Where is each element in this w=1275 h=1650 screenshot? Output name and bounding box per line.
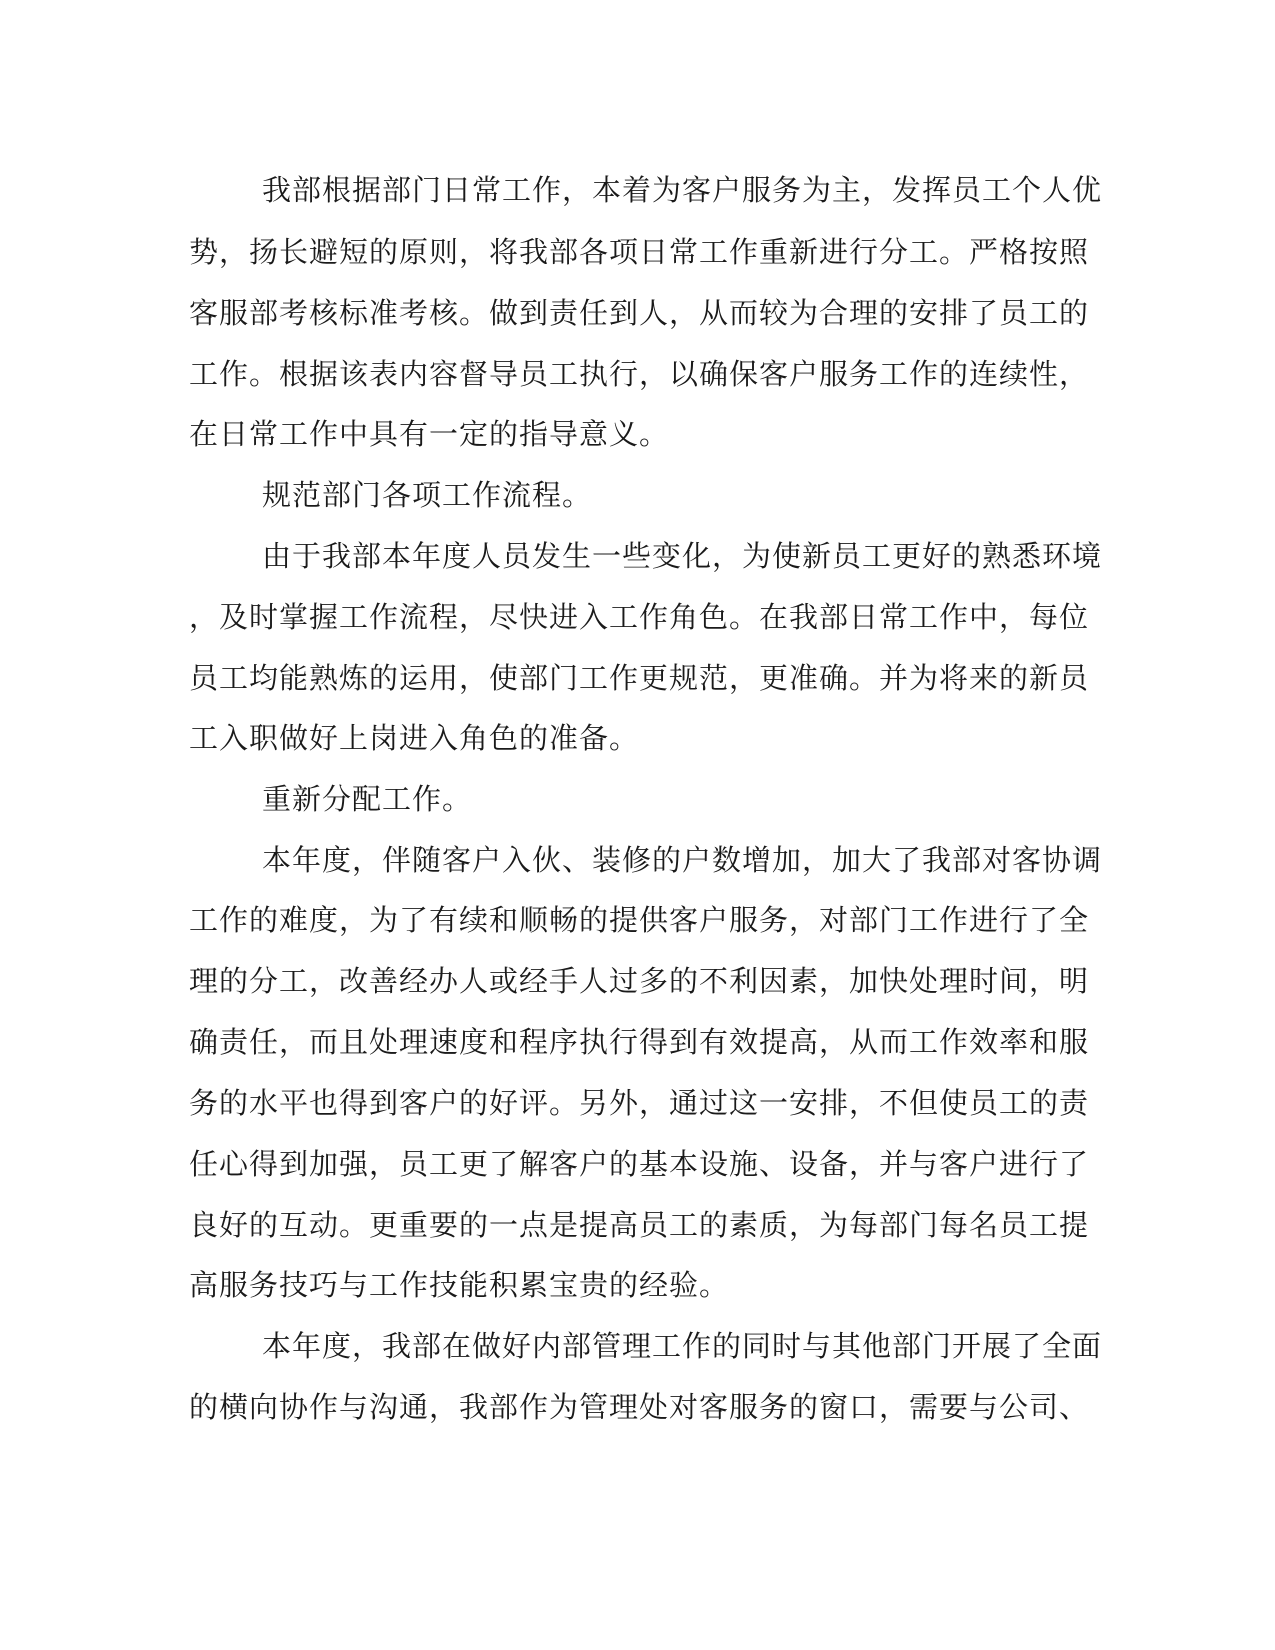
text-line: 工作。根据该表内容督导员工执行，以确保客户服务工作的连续性， xyxy=(189,357,1090,391)
text-line: 理的分工，改善经办人或经手人过多的不利因素，加快处理时间，明 xyxy=(189,964,1090,998)
section-heading: 规范部门各项工作流程。 xyxy=(262,478,593,512)
text-line: 工入职做好上岗进入角色的准备。 xyxy=(189,721,640,755)
text-line: 员工均能熟炼的运用，使部门工作更规范，更准确。并为将来的新员 xyxy=(189,661,1090,695)
text-line: 工作的难度，为了有续和顺畅的提供客户服务，对部门工作进行了全 xyxy=(189,903,1090,937)
text-line: 的横向协作与沟通，我部作为管理处对客服务的窗口，需要与公司、 xyxy=(189,1390,1090,1424)
text-line: 良好的互动。更重要的一点是提高员工的素质，为每部门每名员工提 xyxy=(189,1208,1090,1242)
text-line: 在日常工作中具有一定的指导意义。 xyxy=(189,417,670,451)
text-line: 客服部考核标准考核。做到责任到人，从而较为合理的安排了员工的 xyxy=(189,296,1090,330)
text-line: 本年度，我部在做好内部管理工作的同时与其他部门开展了全面 xyxy=(262,1329,1103,1363)
text-line: 势，扬长避短的原则，将我部各项日常工作重新进行分工。严格按照 xyxy=(189,235,1090,269)
text-line: 我部根据部门日常工作，本着为客户服务为主，发挥员工个人优 xyxy=(262,173,1103,207)
text-line: 任心得到加强，员工更了解客户的基本设施、设备，并与客户进行了 xyxy=(189,1147,1090,1181)
text-line: 本年度，伴随客户入伙、装修的户数增加，加大了我部对客协调 xyxy=(262,843,1103,877)
section-heading: 重新分配工作。 xyxy=(262,782,473,816)
text-line: 高服务技巧与工作技能积累宝贵的经验。 xyxy=(189,1268,730,1302)
text-line: 确责任，而且处理速度和程序执行得到有效提高，从而工作效率和服 xyxy=(189,1025,1090,1059)
text-line: ，及时掌握工作流程，尽快进入工作角色。在我部日常工作中，每位 xyxy=(189,600,1090,634)
text-line: 由于我部本年度人员发生一些变化，为使新员工更好的熟悉环境 xyxy=(262,539,1103,573)
text-line: 务的水平也得到客户的好评。另外，通过这一安排，不但使员工的责 xyxy=(189,1086,1090,1120)
